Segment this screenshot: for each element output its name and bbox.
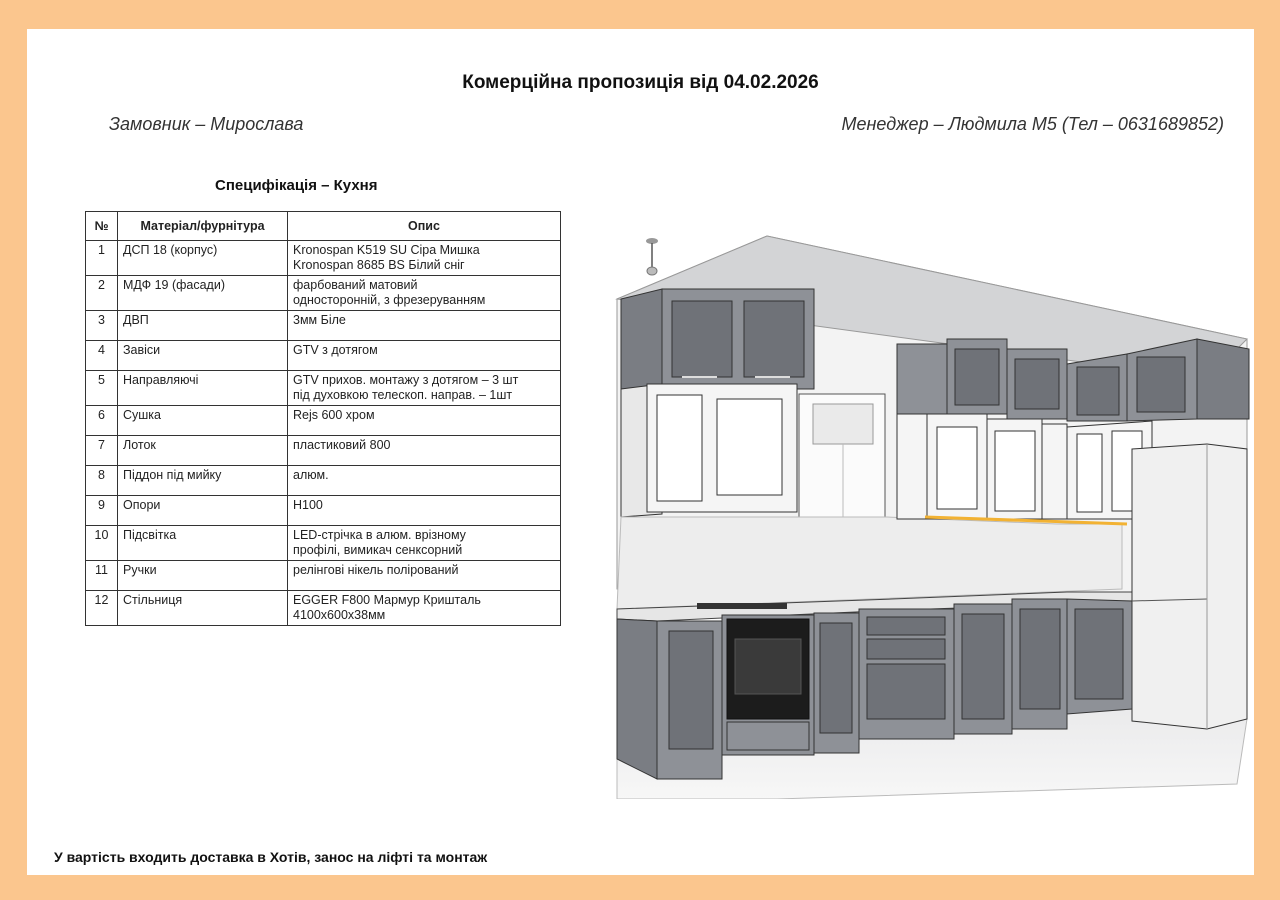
table-row — [86, 406, 561, 436]
description-line: під духовкою телескоп. направ. – 1шт — [293, 388, 513, 402]
spec-table — [85, 211, 561, 626]
row-material: Ручки — [118, 561, 288, 591]
description-line: односторонній, з фрезеруванням — [293, 293, 486, 307]
row-description — [288, 311, 561, 341]
footer-note: У вартість входить доставка в Хотів, занос на ліфті та монтаж — [54, 849, 488, 865]
description-line: GTV з дотягом — [293, 343, 378, 357]
refrigerator — [1132, 444, 1247, 729]
customer-label: Замовник – Мирослава — [109, 114, 304, 134]
row-number: 3 — [86, 311, 118, 341]
table-row — [86, 276, 561, 311]
description-line: релінгові нікель полірований — [293, 563, 459, 577]
manager-label: Менеджер – Людмила М5 (Тел – 0631689852) — [841, 114, 1224, 134]
description-line: 4100х600х38мм — [293, 608, 386, 622]
description-line: пластиковий 800 — [293, 438, 391, 452]
document-sheet — [27, 29, 1254, 875]
header-num: № — [86, 212, 118, 241]
row-number: 7 — [86, 436, 118, 466]
table-row — [86, 241, 561, 276]
row-number: 8 — [86, 466, 118, 496]
row-number: 10 — [86, 526, 118, 561]
row-description — [288, 241, 561, 276]
row-material: Стільниця — [118, 591, 288, 626]
row-description — [288, 276, 561, 311]
header-desc: Опис — [288, 212, 561, 241]
row-number: 1 — [86, 241, 118, 276]
row-material: Піддон під мийку — [118, 466, 288, 496]
description-line: Н100 — [293, 498, 323, 512]
description-line: GTV прихов. монтажу з дотягом – 3 шт — [293, 373, 519, 387]
description-line: LED-стрічка в алюм. врізному — [293, 528, 466, 542]
table-row — [86, 341, 561, 371]
row-description — [288, 406, 561, 436]
row-description — [288, 561, 561, 591]
description-line: алюм. — [293, 468, 329, 482]
description-line: 3мм Біле — [293, 313, 346, 327]
row-description — [288, 341, 561, 371]
row-description — [288, 436, 561, 466]
row-number: 5 — [86, 371, 118, 406]
table-header-row — [86, 212, 561, 241]
row-material: Завіси — [118, 341, 288, 371]
description-line: Kronospan K519 SU Сіра Мишка — [293, 243, 480, 257]
description-line: Rejs 600 хром — [293, 408, 375, 422]
row-description — [288, 591, 561, 626]
row-number: 2 — [86, 276, 118, 311]
kitchen-render — [577, 199, 1254, 799]
description-line: профілі, вимикач сенксорний — [293, 543, 463, 557]
table-row — [86, 466, 561, 496]
row-number: 11 — [86, 561, 118, 591]
table-row — [86, 526, 561, 561]
row-description — [288, 496, 561, 526]
left-upper-cabinets — [621, 289, 814, 389]
description-line: Kronospan 8685 BS Білий сніг — [293, 258, 465, 272]
right-mid-white-cabinets — [897, 414, 1152, 524]
left-mid-white-cabinets — [621, 384, 797, 517]
table-row — [86, 436, 561, 466]
table-row — [86, 561, 561, 591]
table-row — [86, 371, 561, 406]
table-row — [86, 591, 561, 626]
row-material: Сушка — [118, 406, 288, 436]
row-description — [288, 371, 561, 406]
spec-table-body — [86, 241, 561, 626]
row-material: МДФ 19 (фасади) — [118, 276, 288, 311]
row-number: 9 — [86, 496, 118, 526]
row-material: Лоток — [118, 436, 288, 466]
document-title: Комерційна пропозиція від 04.02.2026 — [462, 72, 819, 93]
ceiling-lamp — [646, 238, 658, 275]
row-material: Опори — [118, 496, 288, 526]
row-number: 6 — [86, 406, 118, 436]
table-row — [86, 311, 561, 341]
row-number: 4 — [86, 341, 118, 371]
row-number: 12 — [86, 591, 118, 626]
description-line: EGGER F800 Мармур Кришталь — [293, 593, 481, 607]
description-line: фарбований матовий — [293, 278, 418, 292]
row-material: Підсвітка — [118, 526, 288, 561]
spec-title: Специфікація – Кухня — [215, 177, 378, 194]
row-material: ДСП 18 (корпус) — [118, 241, 288, 276]
header-material: Матеріал/фурнітура — [118, 212, 288, 241]
table-row — [86, 496, 561, 526]
row-description — [288, 466, 561, 496]
row-material: ДВП — [118, 311, 288, 341]
row-description — [288, 526, 561, 561]
row-material: Направляючі — [118, 371, 288, 406]
